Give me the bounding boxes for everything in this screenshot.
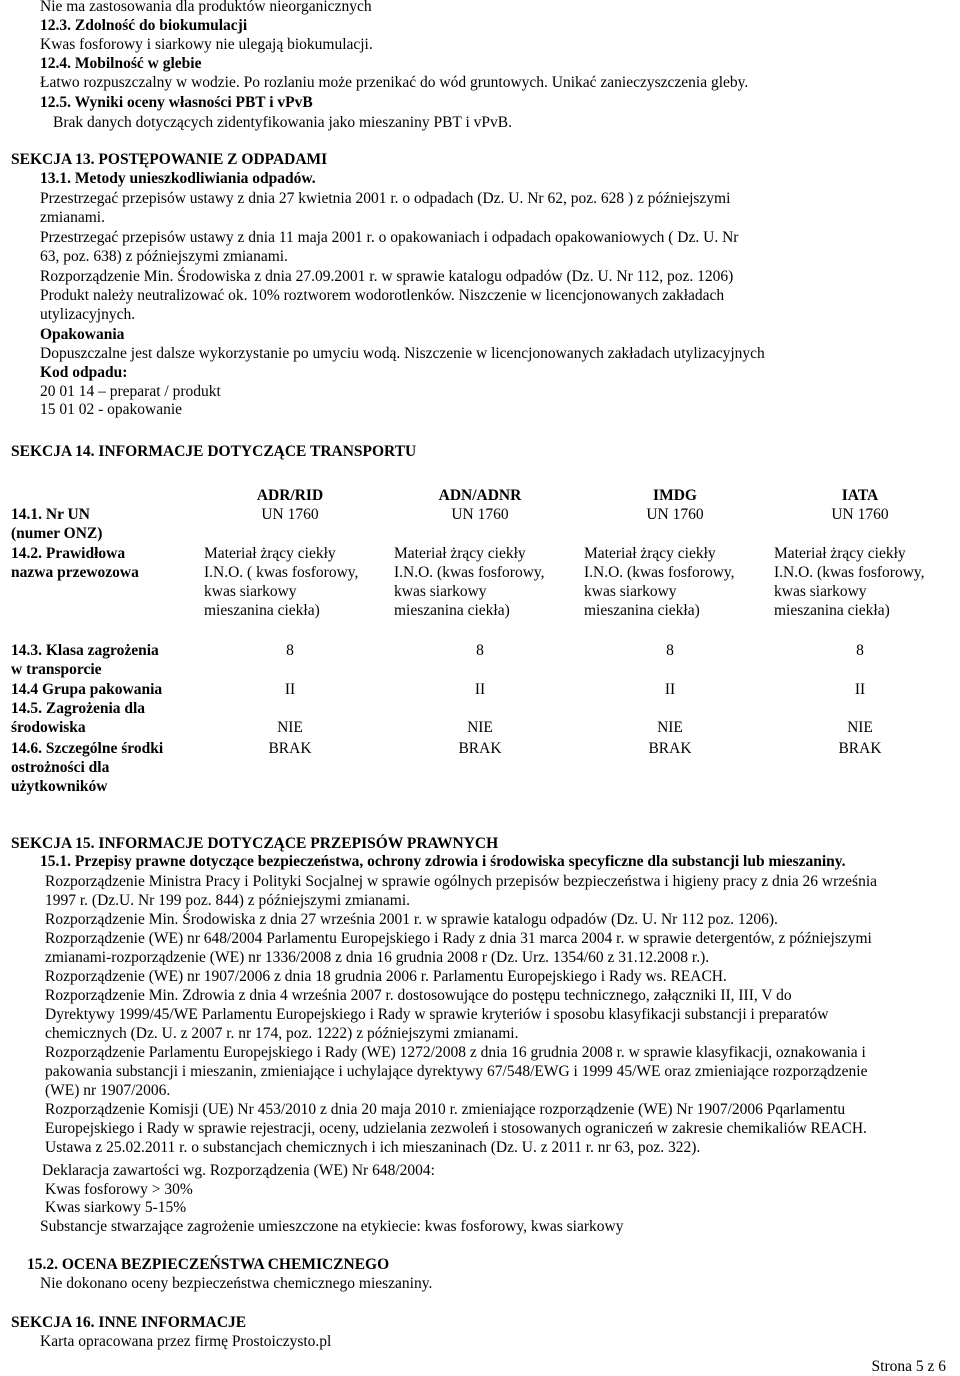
section-16-text: Karta opracowana przez firmę Prostoiczysto.pl xyxy=(40,1333,332,1350)
row-label-packing-group: 14.4 Grupa pakowania xyxy=(11,681,163,698)
packaging-heading: Opakowania xyxy=(40,326,125,343)
cell-prec-imdg: BRAK xyxy=(648,740,692,757)
content-phosphoric: Kwas fosforowy > 30% xyxy=(45,1181,193,1198)
text-12-5: Brak danych dotyczących zidentyfikowania jako mieszaniny PBT i vPvB. xyxy=(53,114,513,131)
line-not-applicable: Nie ma zastosowania dla produktów nieorganicznych xyxy=(40,0,372,15)
cell-name-iata: Materiał żrący ciekły I.N.O. (kwas fosforowy, kwas siarkowy mieszanina ciekła) xyxy=(774,545,925,619)
regulation-line: Rozporządzenie Parlamentu Europejskiego i Rady (WE) 1272/2008 z dnia 16 grudnia 2008 r. w sprawie klasyfikacji, oznakowania i xyxy=(45,1044,866,1061)
row-label-shipping-name: 14.2. Prawidłowa nazwa przewozowa xyxy=(11,545,139,581)
cell-prec-adn: BRAK xyxy=(458,740,502,757)
section-14-heading: SEKCJA 14. INFORMACJE DOTYCZĄCE TRANSPORTU xyxy=(11,443,417,460)
cell-name-adr: Materiał żrący ciekły I.N.O. ( kwas fosforowy, kwas siarkowy mieszanina ciekła) xyxy=(204,545,359,619)
row-label-un-number: 14.1. Nr UN (numer ONZ) xyxy=(11,506,103,542)
regulation-line: Rozporządzenie Min. Środowiska z dnia 27 września 2001 r. w sprawie katalogu odpadów (Dz. U. Nr 112 poz. 1206). xyxy=(45,911,778,928)
col-header-imdg: IMDG xyxy=(653,487,697,504)
content-declaration: Deklaracja zawartości wg. Rozporządzenia (WE) Nr 648/2004: xyxy=(42,1162,435,1179)
cell-prec-iata: BRAK xyxy=(838,740,882,757)
cell-un-imdg: UN 1760 xyxy=(646,506,704,523)
waste-code-heading: Kod odpadu: xyxy=(40,364,128,381)
cell-name-imdg: Materiał żrący ciekły I.N.O. (kwas fosforowy, kwas siarkowy mieszanina ciekła) xyxy=(584,545,735,619)
regulation-line: Rozporządzenie Komisji (UE) Nr 453/2010 z dnia 20 maja 2010 r. zmieniające rozporządzenie (WE) Nr 1907/2006 Pqarlamentu xyxy=(45,1101,846,1118)
row-label-env-hazards: 14.5. Zagrożenia dla środowiska xyxy=(11,700,146,736)
section-15-2-text: Nie dokonano oceny bezpieczeństwa chemicznego mieszaniny. xyxy=(40,1275,433,1292)
cell-packing-adn: II xyxy=(474,681,486,698)
section-15-1-heading: 15.1. Przepisy prawne dotyczące bezpieczeństwa, ochrony zdrowia i środowiska specyficzne dla substancji lub mieszaniny. xyxy=(40,853,846,870)
cell-env-adn: NIE xyxy=(467,719,493,736)
content-sulfuric: Kwas siarkowy 5-15% xyxy=(45,1199,187,1216)
cell-class-imdg: 8 xyxy=(666,642,674,659)
heading-12-5: 12.5. Wyniki oceny własności PBT i vPvB xyxy=(40,94,313,111)
col-header-adr: ADR/RID xyxy=(256,487,324,504)
section-13-line-7: utylizacyjnych. xyxy=(40,306,136,323)
cell-env-adr: NIE xyxy=(277,719,303,736)
col-header-iata: IATA xyxy=(841,487,879,504)
regulation-line: Rozporządzenie Min. Zdrowia z dnia 4 września 2007 r. dostosowujące do postępu technicznego, załączniki II, III, V do xyxy=(45,987,792,1004)
label-substances: Substancje stwarzające zagrożenie umieszczone na etykiecie: kwas fosforowy, kwas siarkowy xyxy=(40,1218,624,1235)
col-header-adn: ADN/ADNR xyxy=(438,487,522,504)
cell-un-iata: UN 1760 xyxy=(831,506,889,523)
regulation-line: 1997 r. (Dz.U. Nr 199 poz. 844) z późniejszymi zmianami. xyxy=(45,892,411,909)
cell-un-adn: UN 1760 xyxy=(451,506,509,523)
cell-class-adr: 8 xyxy=(286,642,294,659)
regulation-line: chemicznych (Dz. U. z 2007 r. nr 174, poz. 1222) z późniejszymi zmianami. xyxy=(45,1025,519,1042)
heading-12-4: 12.4. Mobilność w glebie xyxy=(40,55,202,72)
regulation-line: zmianami-rozporządzenie (WE) nr 1336/2008 z dnia 16 grudnia 2008 r (Dz. Urz. 1354/60 z 31.12.2008 r.). xyxy=(45,949,710,966)
regulation-line: pakowania substancji i mieszanin, zmieniające i uchylające dyrektywy 67/548/EWG i 1999 45/WE oraz zmieniające rozporządzenie xyxy=(45,1063,868,1080)
cell-env-iata: NIE xyxy=(847,719,873,736)
regulation-line: Rozporządzenie (WE) nr 648/2004 Parlamentu Europejskiego i Rady z dnia 31 marca 2004 r. w sprawie detergentów, z późniejszymi xyxy=(45,930,872,947)
section-13-1-heading: 13.1. Metody unieszkodliwiania odpadów. xyxy=(40,170,316,187)
cell-un-adr: UN 1760 xyxy=(261,506,319,523)
section-13-line-1: Przestrzegać przepisów ustawy z dnia 27 kwietnia 2001 r. o odpadach (Dz. U. Nr 62, poz. 628 ) z późniejszymi xyxy=(40,190,731,207)
waste-code-product: 20 01 14 – preparat / produkt xyxy=(40,383,221,400)
section-13-line-2: zmianami. xyxy=(40,209,105,226)
regulation-line: Rozporządzenie (WE) nr 1907/2006 z dnia 18 grudnia 2006 r. Parlamentu Europejskiego i Rady ws. REACH. xyxy=(45,968,727,985)
cell-class-iata: 8 xyxy=(856,642,864,659)
section-15-heading: SEKCJA 15. INFORMACJE DOTYCZĄCE PRZEPISÓW PRAWNYCH xyxy=(11,835,499,852)
row-label-precautions: 14.6. Szczególne środki ostrożności dla użytkowników xyxy=(11,740,164,795)
cell-packing-imdg: II xyxy=(664,681,676,698)
section-13-line-4: 63, poz. 638) z późniejszymi zmianami. xyxy=(40,248,288,265)
section-15-2-heading: 15.2. OCENA BEZPIECZEŃSTWA CHEMICZNEGO xyxy=(27,1256,390,1273)
regulation-line: Dyrektywy 1999/45/WE Parlamentu Europejskiego i Rady w sprawie kryteriów i sposobu klasyfikacji substancji i preparatów xyxy=(45,1006,829,1023)
waste-code-packaging: 15 01 02 - opakowanie xyxy=(40,401,183,418)
section-13-line-5: Rozporządzenie Min. Środowiska z dnia 27.09.2001 r. w sprawie katalogu odpadów (Dz. U. Nr 112, poz. 1206) xyxy=(40,268,734,285)
cell-name-adn: Materiał żrący ciekły I.N.O. (kwas fosforowy, kwas siarkowy mieszanina ciekła) xyxy=(394,545,545,619)
regulation-line: (WE) nr 1907/2006. xyxy=(45,1082,171,1099)
cell-class-adn: 8 xyxy=(476,642,484,659)
section-13-line-3: Przestrzegać przepisów ustawy z dnia 11 maja 2001 r. o opakowaniach i odpadach opakowaniowych ( Dz. U. Nr xyxy=(40,229,739,246)
heading-12-3: 12.3. Zdolność do biokumulacji xyxy=(40,17,248,34)
cell-prec-adr: BRAK xyxy=(268,740,312,757)
section-16-heading: SEKCJA 16. INNE INFORMACJE xyxy=(11,1314,247,1331)
section-13-heading: SEKCJA 13. POSTĘPOWANIE Z ODPADAMI xyxy=(11,151,328,168)
text-12-3: Kwas fosforowy i siarkowy nie ulegają biokumulacji. xyxy=(40,36,373,53)
cell-env-imdg: NIE xyxy=(657,719,683,736)
cell-packing-adr: II xyxy=(284,681,296,698)
row-label-hazard-class: 14.3. Klasa zagrożenia w transporcie xyxy=(11,642,159,678)
packaging-text: Dopuszczalne jest dalsze wykorzystanie po umyciu wodą. Niszczenie w licencjonowanych zakładach utylizacyjnych xyxy=(40,345,765,362)
regulation-line: Europejskiego i Rady w sprawie rejestracji, oceny, udzielania zezwoleń i stosowanych ograniczeń w zakresie chemikaliów REACH. xyxy=(45,1120,867,1137)
section-13-line-6: Produkt należy neutralizować ok. 10% roztworem wodorotlenków. Niszczenie w licencjonowanych zakładach xyxy=(40,287,725,304)
page-number: Strona 5 z 6 xyxy=(871,1358,946,1375)
text-12-4: Łatwo rozpuszczalny w wodzie. Po rozlaniu może przenikać do wód gruntowych. Unikać zanieczyszczenia gleby. xyxy=(40,74,749,91)
regulation-line: Rozporządzenie Ministra Pracy i Polityki Socjalnej w sprawie ogólnych przepisów bezpieczeństwa i higieny pracy z dnia 26 września xyxy=(45,873,878,890)
cell-packing-iata: II xyxy=(854,681,866,698)
regulation-line: Ustawa z 25.02.2011 r. o substancjach chemicznych i ich mieszaninach (Dz. U. z 2011 r. nr 63, poz. 322). xyxy=(45,1139,701,1156)
